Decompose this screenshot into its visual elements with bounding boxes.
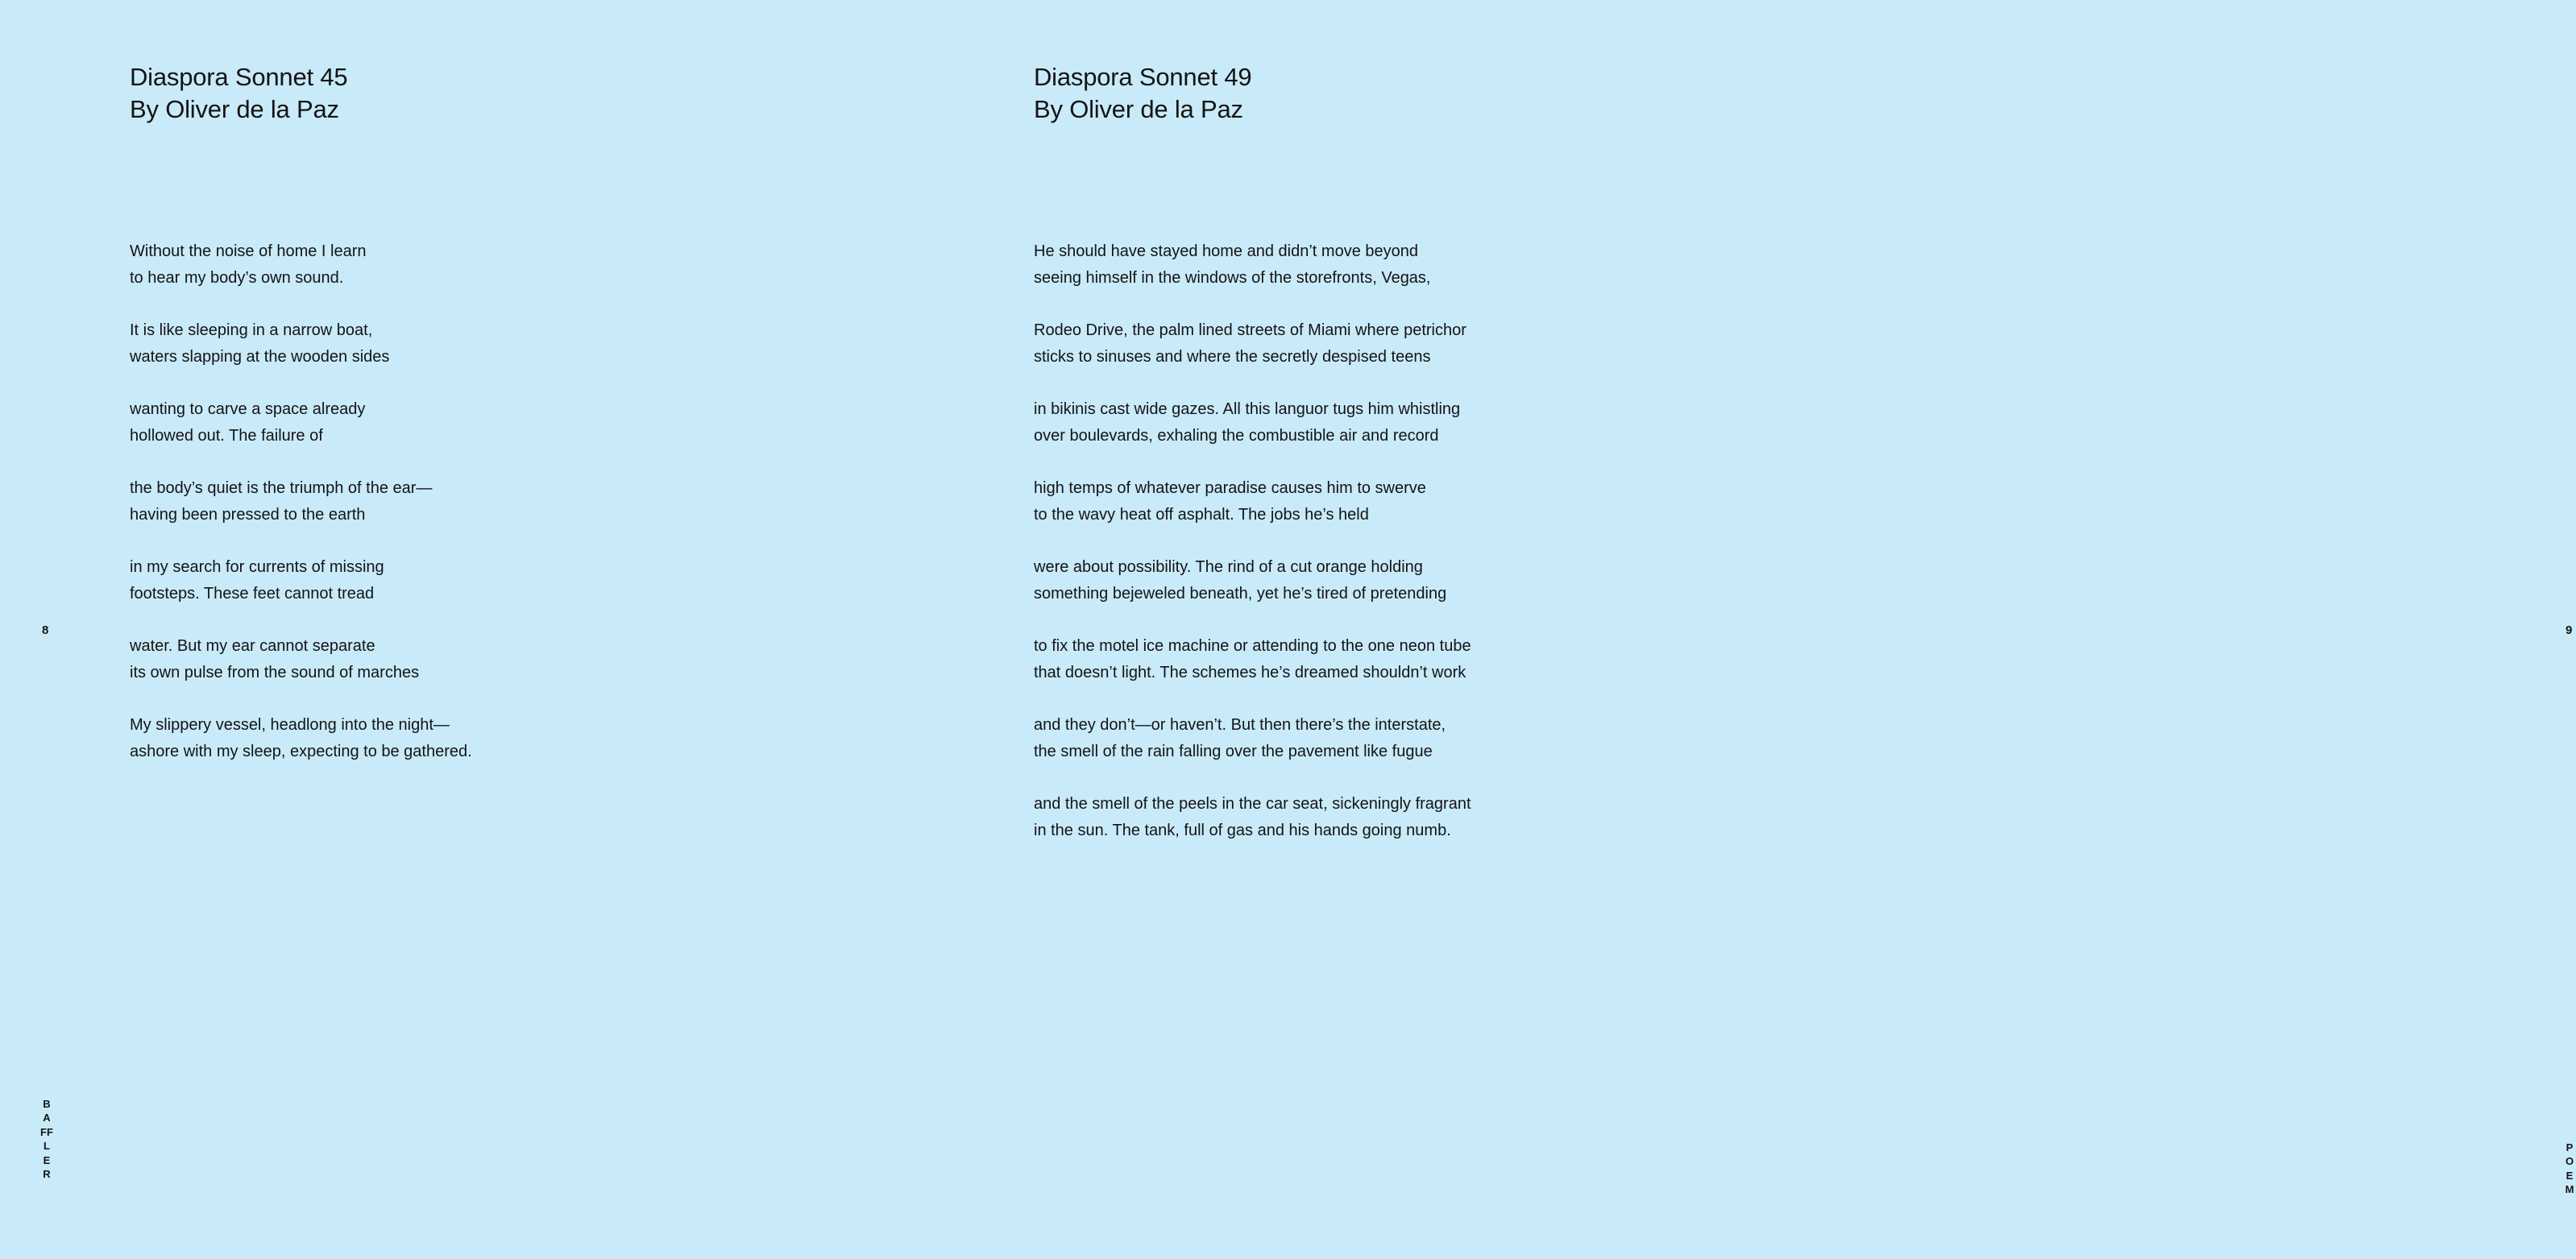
poem-line: My slippery vessel, headlong into the night— xyxy=(130,716,450,734)
stanza xyxy=(130,554,823,607)
poem-line: in my search for currents of missing xyxy=(130,558,384,576)
magazine-name-label: BAFFLER xyxy=(40,1098,53,1181)
stanza xyxy=(1034,554,1695,607)
stanza xyxy=(130,317,823,370)
stanza xyxy=(1034,712,1695,764)
poem-line: Rodeo Drive, the palm lined streets of Miami where petrichor xyxy=(1034,321,1466,339)
stanza xyxy=(130,633,823,685)
stanza xyxy=(130,238,823,291)
poem-line: footsteps. These feet cannot tread xyxy=(130,584,375,603)
stanza xyxy=(1034,791,1695,843)
poem-author: By Oliver de la Paz xyxy=(130,95,339,123)
stanza xyxy=(130,396,823,449)
poem-line: its own pulse from the sound of marches xyxy=(130,663,420,681)
poem-title: Diaspora Sonnet 49 xyxy=(1034,63,1252,91)
poem-line: Without the noise of home I learn xyxy=(130,242,367,260)
stanza xyxy=(1034,396,1695,449)
poem-line: and the smell of the peels in the car seat, sickeningly fragrant xyxy=(1034,795,1471,813)
poem-line: seeing himself in the windows of the storefronts, Vegas, xyxy=(1034,268,1431,287)
stanza xyxy=(1034,317,1695,370)
poem-line: were about possibility. The rind of a cut orange holding xyxy=(1034,558,1423,576)
section-label: POEM xyxy=(2565,1141,2574,1196)
page-number: 9 xyxy=(2566,623,2573,637)
poem-line: something bejeweled beneath, yet he’s tired of pretending xyxy=(1034,584,1447,603)
poem-line: sticks to sinuses and where the secretly despised teens xyxy=(1034,347,1431,366)
poem-body xyxy=(1034,238,1695,843)
poem-author: By Oliver de la Paz xyxy=(1034,95,1243,123)
left-page xyxy=(0,0,872,1259)
poem-line: waters slapping at the wooden sides xyxy=(130,347,390,366)
poem-line: in the sun. The tank, full of gas and his hands going numb. xyxy=(1034,821,1451,839)
poem-line: He should have stayed home and didn’t move beyond xyxy=(1034,242,1418,260)
stanza xyxy=(1034,633,1695,685)
poem-line: water. But my ear cannot separate xyxy=(130,637,375,655)
poem-title: Diaspora Sonnet 45 xyxy=(130,63,348,91)
poem-line: in bikinis cast wide gazes. All this languor tugs him whistling xyxy=(1034,400,1461,418)
poem-line: to fix the motel ice machine or attending to the one neon tube xyxy=(1034,637,1471,655)
poem-line: ashore with my sleep, expecting to be gathered. xyxy=(130,742,472,760)
poem-line: over boulevards, exhaling the combustible air and record xyxy=(1034,426,1439,445)
stanza xyxy=(130,712,823,764)
poem-body xyxy=(130,238,823,764)
poem-line: that doesn’t light. The schemes he’s dreamed shouldn’t work xyxy=(1034,663,1466,681)
poem-line: the smell of the rain falling over the pavement like fugue xyxy=(1034,742,1433,760)
poem-line: wanting to carve a space already xyxy=(130,400,366,418)
poem-line: It is like sleeping in a narrow boat, xyxy=(130,321,373,339)
poem-line: and they don’t—or haven’t. But then there’s the interstate, xyxy=(1034,716,1446,734)
poem-line: high temps of whatever paradise causes him to swerve xyxy=(1034,479,1426,497)
poem-line: the body’s quiet is the triumph of the ear— xyxy=(130,479,433,497)
poem-line: having been pressed to the earth xyxy=(130,505,366,524)
poem-diaspora-sonnet-45 xyxy=(130,61,823,791)
poem-line: to hear my body’s own sound. xyxy=(130,268,344,287)
stanza xyxy=(130,475,823,528)
stanza xyxy=(1034,475,1695,528)
poem-diaspora-sonnet-49 xyxy=(1034,61,1695,870)
stanza xyxy=(1034,238,1695,291)
right-page xyxy=(872,0,2574,1259)
page-number: 8 xyxy=(42,623,49,637)
poem-line: to the wavy heat off asphalt. The jobs he’s held xyxy=(1034,505,1369,524)
poem-line: hollowed out. The failure of xyxy=(130,426,323,445)
